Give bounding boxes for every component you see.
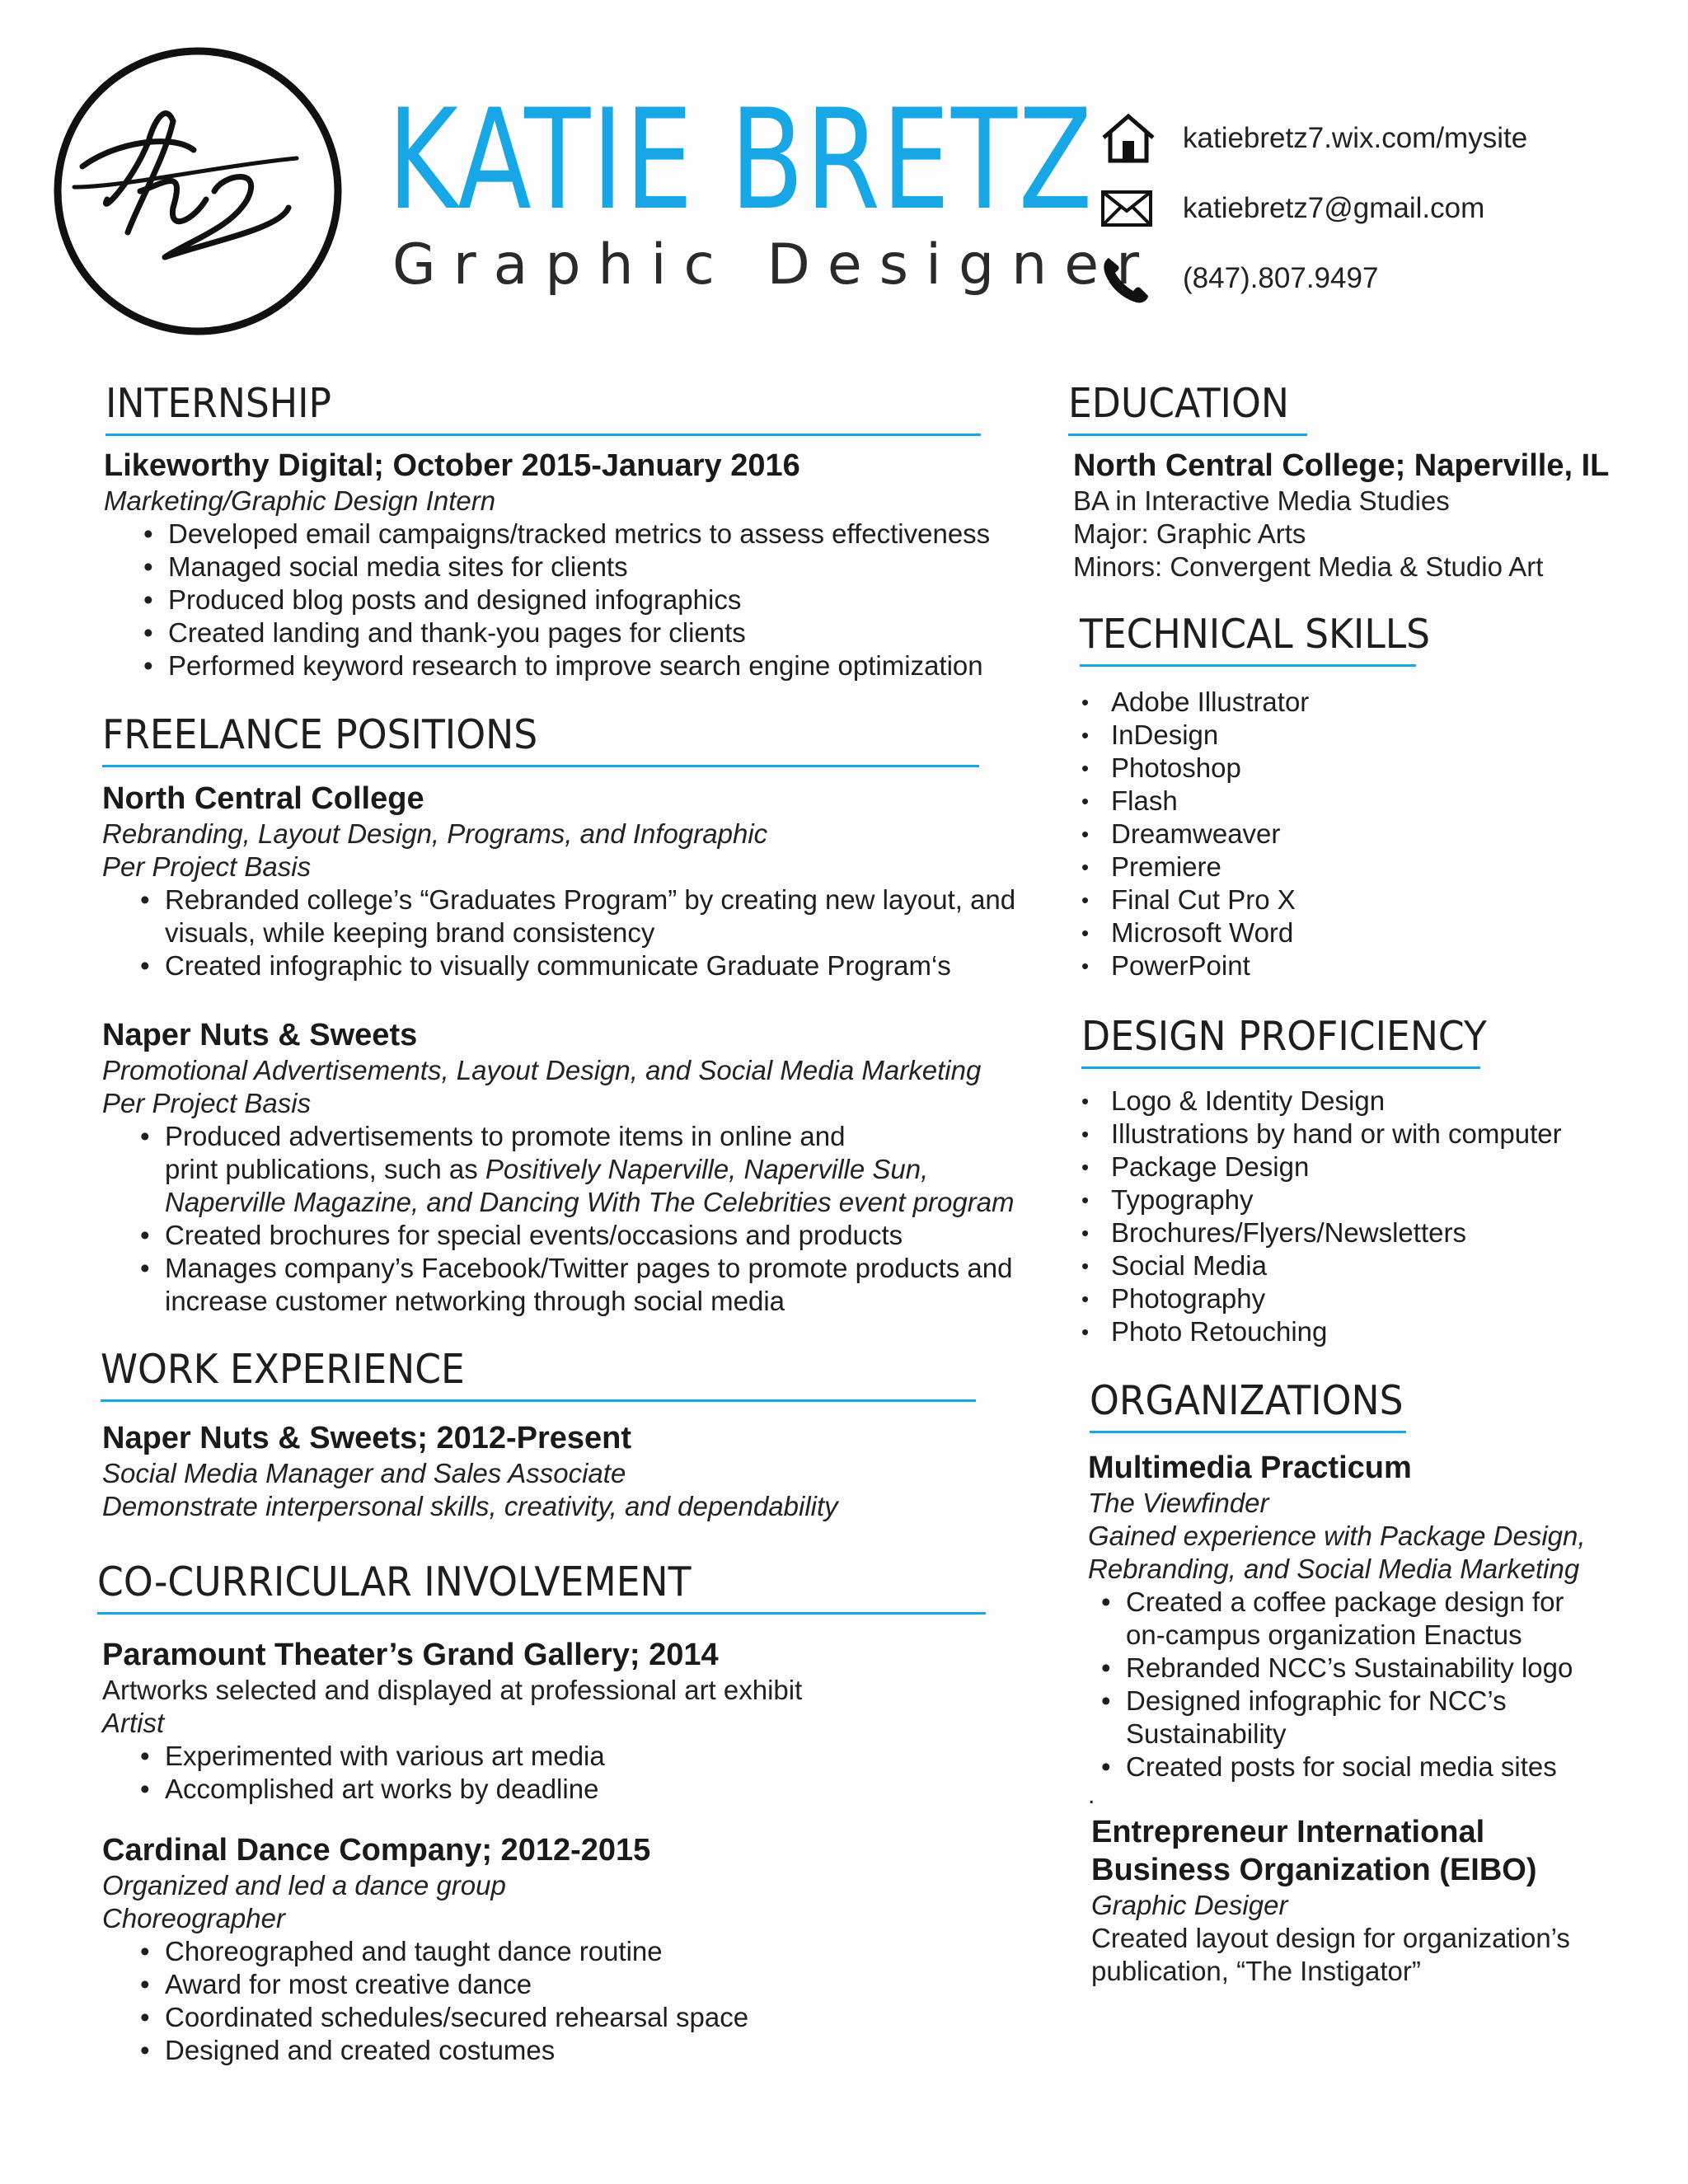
entry-title: North Central College; Naperville, IL (1073, 448, 1610, 483)
list-item: • PowerPoint (1081, 949, 1309, 982)
section-design-proficiency (1081, 1012, 1517, 1069)
entry-role: Graphic Desiger (1091, 1890, 1288, 1920)
major: Major: Graphic Arts (1073, 518, 1306, 549)
list-item: • Microsoft Word (1081, 916, 1309, 949)
list-item: • Rebranded college’s “Graduates Program” by creating new layout, and visuals, while keeping brand consistency (140, 884, 1016, 948)
list-item: • Experimented with various art media (140, 1741, 605, 1771)
list-item: • Brochures/Flyers/Newsletters (1081, 1216, 1562, 1249)
organization-entry-eibo (1091, 1813, 1570, 1988)
section-heading: TECHNICAL SKILLS (1080, 611, 1431, 658)
list-item: • Choreographed and taught dance routine (140, 1936, 663, 1966)
entry-title: Business Organization (EIBO) (1091, 1853, 1537, 1887)
list-item: • Illustrations by hand or with computer (1081, 1118, 1562, 1151)
section-organizations (1090, 1376, 1427, 1433)
list-item: • Rebranded NCC’s Sustainability logo (1101, 1652, 1573, 1683)
list-item: • Designed infographic for NCC’s Sustainability (1101, 1685, 1507, 1749)
list-item: • Designed and created costumes (140, 2035, 556, 2065)
list-item: • Produced blog posts and designed infographics (143, 584, 742, 615)
entry-title: Cardinal Dance Company; 2012-2015 (102, 1833, 651, 1868)
contact-phone[interactable] (1100, 250, 1661, 307)
section-heading: DESIGN PROFICIENCY (1081, 1013, 1487, 1060)
section-rule (1080, 664, 1416, 667)
work-entry (102, 1419, 838, 1523)
entry-title: Multimedia Practicum (1088, 1451, 1412, 1485)
list-item: • Created posts for social media sites (1101, 1751, 1557, 1782)
section-internship (106, 379, 981, 436)
bullet-list (140, 1740, 802, 1806)
list-item: • Created brochures for special events/occasions and products (140, 1220, 903, 1250)
section-rule (1081, 1066, 1480, 1069)
entry-title: North Central College (102, 781, 424, 816)
entry-description: Gained experience with Package Design, (1088, 1521, 1586, 1551)
list-item: • Produced advertisements to promote items in online and print publications, such as Positively Naperville, Naperville Sun, Naperville Magazine, and Dancing With The Celebrities event program (140, 1121, 1015, 1217)
email-link[interactable]: katiebretz7@gmail.com (1183, 192, 1485, 224)
entry-title: Entrepreneur International (1091, 1815, 1485, 1849)
cocurricular-entry-dance (102, 1831, 748, 2067)
section-freelance (102, 710, 979, 767)
entry-title: Paramount Theater’s Grand Gallery; 2014 (102, 1638, 719, 1672)
job-title: Graphic Designer (392, 232, 1157, 298)
list-item: • Created infographic to visually communicate Graduate Program‘s (140, 950, 951, 981)
list-item: • Award for most creative dance (140, 1969, 532, 1999)
list-item: • Developed email campaigns/tracked metrics to assess effectiveness (143, 518, 991, 549)
freelance-entry-ncc (102, 780, 1015, 982)
entry-subtitle: Rebranding, Layout Design, Programs, and Infographic (102, 818, 768, 849)
entry-description: Rebranding, and Social Media Marketing (1088, 1554, 1580, 1584)
internship-entry (104, 447, 990, 682)
list-item: • Accomplished art works by deadline (140, 1774, 599, 1804)
entry-subtitle: Promotional Advertisements, Layout Design, and Social Media Marketing (102, 1055, 982, 1085)
website-link[interactable]: katiebretz7.wix.com/mysite (1183, 122, 1528, 154)
contact-email[interactable] (1100, 180, 1661, 237)
list-item: • Typography (1081, 1183, 1562, 1216)
section-rule (1090, 1431, 1406, 1433)
section-heading: ORGANIZATIONS (1090, 1377, 1404, 1424)
entry-subtitle: The Viewfinder (1088, 1488, 1269, 1518)
list-item: • Managed social media sites for clients (143, 551, 628, 582)
minors: Minors: Convergent Media & Studio Art (1073, 551, 1544, 582)
cocurricular-entry-gallery (102, 1636, 802, 1806)
section-technical-skills (1080, 610, 1456, 667)
list-item: • Photoshop (1081, 752, 1309, 785)
list-item: • Dreamweaver (1081, 818, 1309, 851)
list-item: • Package Design (1081, 1151, 1562, 1183)
bullet-list (143, 518, 991, 682)
section-rule (101, 1399, 976, 1402)
technical-skills-list (1081, 686, 1309, 982)
entry-role: Artist (102, 1708, 165, 1738)
entry-description: Demonstrate interpersonal skills, creativity, and dependability (102, 1491, 838, 1521)
list-item: • Coordinated schedules/secured rehearsal space (140, 2002, 749, 2032)
section-rule (106, 434, 981, 436)
name-heading: KATIE BRETZ (387, 79, 1094, 241)
section-rule (102, 765, 979, 767)
education-entry (1073, 447, 1609, 583)
list-item: • InDesign (1081, 719, 1309, 752)
entry-role: Marketing/Graphic Design Intern (104, 485, 496, 516)
list-item: • Created landing and thank-you pages for clients (143, 617, 746, 648)
section-heading: FREELANCE POSITIONS (102, 711, 538, 758)
section-education (1068, 379, 1307, 436)
entry-title: Naper Nuts & Sweets (102, 1018, 418, 1052)
entry-description: Artworks selected and displayed at professional art exhibit (102, 1675, 803, 1705)
list-item: • Photography (1081, 1282, 1562, 1315)
list-item: • Adobe Illustrator (1081, 686, 1309, 719)
bullet-list (140, 1120, 1015, 1318)
entry-role: Choreographer (102, 1903, 285, 1933)
entry-description: publication, “The Instigator” (1091, 1956, 1421, 1986)
phone-icon (1100, 252, 1166, 305)
house-icon (1100, 112, 1166, 165)
bullet-list (140, 1935, 749, 2067)
envelope-icon (1100, 182, 1166, 235)
entry-description: Created layout design for organization’s (1091, 1923, 1570, 1953)
list-item: • Performed keyword research to improve search engine optimization (143, 650, 983, 681)
bullet-list (1101, 1586, 1586, 1783)
section-heading: EDUCATION (1068, 380, 1289, 427)
entry-basis: Per Project Basis (102, 1088, 312, 1118)
section-work (101, 1345, 976, 1402)
signature-logo (49, 43, 346, 340)
list-item: • Created a coffee package design for on-campus organization Enactus (1101, 1586, 1564, 1650)
list-item: • Social Media (1081, 1249, 1562, 1282)
stray-dot: . (1088, 1782, 1095, 1809)
list-item: • Final Cut Pro X (1081, 883, 1309, 916)
section-rule (1068, 434, 1307, 436)
degree: BA in Interactive Media Studies (1073, 485, 1450, 516)
phone-number: (847).807.9497 (1183, 262, 1379, 294)
entry-role: Social Media Manager and Sales Associate (102, 1458, 626, 1488)
entry-title: Likeworthy Digital; October 2015-January 2016 (104, 448, 800, 483)
section-heading: WORK EXPERIENCE (101, 1346, 465, 1393)
entry-title: Naper Nuts & Sweets; 2012-Present (102, 1421, 632, 1455)
section-heading: INTERNSHIP (106, 380, 332, 427)
entry-description: Organized and led a dance group (102, 1870, 506, 1900)
list-item: • Premiere (1081, 851, 1309, 883)
list-item: • Photo Retouching (1081, 1315, 1562, 1348)
section-cocurricular (97, 1558, 986, 1615)
organization-entry-practicum (1088, 1449, 1586, 1783)
list-item: • Flash (1081, 785, 1309, 818)
entry-basis: Per Project Basis (102, 851, 312, 882)
list-item: • Manages company’s Facebook/Twitter pages to promote products and increase customer networking through social media (140, 1253, 1013, 1316)
list-item: • Logo & Identity Design (1081, 1085, 1562, 1118)
bullet-list (140, 883, 1016, 982)
section-heading: CO-CURRICULAR INVOLVEMENT (97, 1558, 692, 1605)
design-proficiency-list (1081, 1085, 1562, 1348)
freelance-entry-naper (102, 1016, 1015, 1318)
section-rule (97, 1612, 986, 1615)
contact-website[interactable] (1100, 110, 1661, 167)
